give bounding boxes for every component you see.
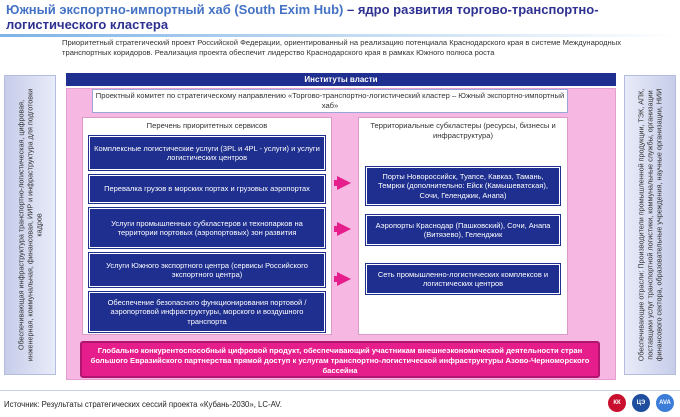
subcluster-item: Порты Новороссийск, Туапсе, Кавказ, Тамань, Темрюк (дополнительно: Ейск (Камышеватская), Сочи, Геленджик, Анапа) [366,167,560,205]
title-divider [0,34,680,37]
arrow-right-icon [337,176,351,190]
right-industries-panel [624,75,676,375]
service-item: Обеспечение безопасного функционирования портовой / аэропортовой инфраструктуры, морского и воздушного транспорта [89,292,325,332]
center-logo-icon: ЦЭ [632,394,650,412]
subcluster-item: Аэропорты Краснодар (Пашковский), Сочи, Анапа (Витязево), Геленджик [366,215,560,245]
ava-logo-icon: AVA [656,394,674,412]
source-note: Источник: Результаты стратегических сессий проекта «Кубань-2030», LC-AV. [4,400,282,409]
service-item: Услуги Южного экспортного центра (сервисы Российского экспортного центра) [89,253,325,287]
left-infrastructure-text: Обеспечивающая инфраструктура транспортно-логистическая, цифровая, инженерная, коммунальная, финансовая, ИИР и инфраструктура для подготовки кадров [16,88,44,362]
partner-logos [608,394,674,412]
title-highlight: Южный экспортно-импортный хаб (South Exim Hub) [6,2,344,17]
title-rest: – ядро развития торгово-транспортно-логистического кластера [6,2,599,32]
right-industries-text: Обеспечивающие отрасли: Производители промышленной продукции, ТЭК, АПК, поставщики услуг транспортной логистики, коммунальные службы, организации финансового сектора, образовательные учреждения, научные организации, НИИ [636,88,664,362]
institutions-bar: Институты власти [66,73,616,86]
subcluster-item: Сеть промышленно-логистических комплексов и логистических центров [366,264,560,294]
service-item: Комплексные логистические услуги (3PL и 4PL - услуги) и услуги логистических центров [89,136,325,170]
footer-divider [0,390,680,391]
left-infrastructure-panel [4,75,56,375]
digital-product-box: Глобально конкурентоспособный цифровой продукт, обеспечивающий участникам внешнеэкономической деятельности стран большого Евразийского партнерства прямой доступ к услугам транспортно-логистической инфраструктуры Азово-Черноморского бассейна [80,341,600,378]
service-item: Перевалка грузов в морских портах и грузовых аэропортах [89,175,325,203]
krasnodar-emblem-icon: КК [608,394,626,412]
service-item: Услуги промышленных субкластеров и технопарков на территории портовых (аэропортовых) зон развития [89,208,325,248]
page-title [6,2,606,32]
arrow-right-icon [337,272,351,286]
subclusters-title: Территориальные субкластеры (ресурсы, бизнесы и инфраструктура) [370,121,556,140]
intro-text: Приоритетный стратегический проект Российской Федерации, ориентированный на реализацию потенциала Краснодарского края в системе Международных транспортных коридоров. Реализация проекта обеспечит лидерство Краснодарского края в рамках Южного полюса роста [62,38,621,57]
project-committee-box: Проектный комитет по стратегическому направлению «Торгово-транспортно-логистический кластер – Южный экспортно-импортный хаб» [92,89,568,113]
arrow-right-icon [337,222,351,236]
services-title: Перечень приоритетных сервисов [146,121,268,130]
